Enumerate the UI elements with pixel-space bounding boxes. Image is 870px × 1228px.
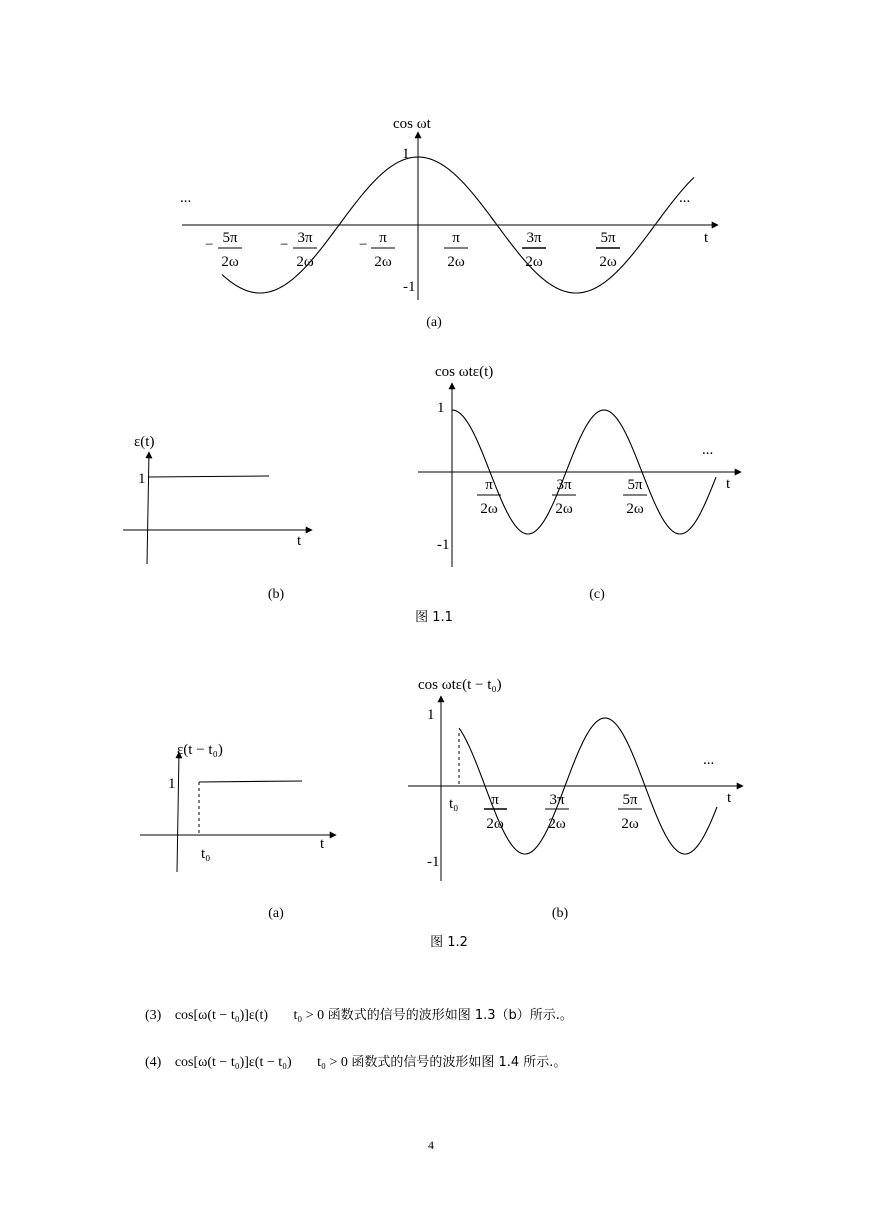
svg-text:2ω: 2ω	[555, 501, 573, 517]
svg-text:2ω: 2ω	[621, 816, 639, 832]
svg-text:5π: 5π	[622, 792, 638, 808]
paragraph-4	[145, 1051, 566, 1071]
fig2b-x-label: t	[727, 790, 732, 806]
svg-text:3π: 3π	[556, 477, 572, 493]
paragraph-3-formula: cos[ω(t − t₀)]ε(t)	[174, 1008, 269, 1023]
fig2b-y-label: cos ωtε(t − t₀)	[418, 677, 502, 693]
fig1c-caption: (c)	[589, 587, 605, 602]
fig2a-t0: t₀	[201, 846, 211, 862]
fig1a-tick-label	[596, 230, 620, 270]
fig1a-y-label: cos ωt	[393, 116, 431, 132]
svg-text:2ω: 2ω	[525, 254, 543, 270]
svg-text:5π: 5π	[627, 477, 643, 493]
fig1b-caption: (b)	[267, 587, 285, 602]
paragraph-3	[145, 1004, 573, 1024]
svg-text:2ω: 2ω	[221, 254, 239, 270]
svg-text:π: π	[491, 792, 499, 808]
figure-1-1-title: 图 1.1	[415, 610, 453, 625]
figure-1-1b	[123, 434, 312, 602]
svg-text:2ω: 2ω	[548, 816, 566, 832]
fig2b-y-bottom: -1	[427, 854, 440, 870]
fig1b-y-axis	[147, 452, 149, 564]
fig2a-x-label: t	[320, 836, 325, 852]
fig1c-tick-label	[477, 477, 501, 517]
svg-text:2ω: 2ω	[447, 254, 465, 270]
fig1b-step-line	[148, 476, 269, 477]
fig2a-caption: (a)	[268, 906, 284, 921]
svg-text:−: −	[359, 237, 368, 253]
fig1a-y-bottom: -1	[403, 279, 416, 295]
fig1c-y-bottom: -1	[437, 537, 450, 553]
figure-1-2-title: 图 1.2	[430, 935, 468, 950]
fig2b-t0: t₀	[449, 796, 459, 812]
fig1b-level: 1	[138, 471, 146, 487]
fig1c-dots: ...	[702, 442, 714, 458]
svg-text:2ω: 2ω	[626, 501, 644, 517]
fig1c-tick-label	[623, 477, 647, 517]
svg-text:3π: 3π	[549, 792, 565, 808]
svg-text:π: π	[379, 230, 387, 246]
paragraph-4-text: 函数式的信号的波形如图 1.4 所示.。	[351, 1055, 567, 1070]
fig1a-tick-label	[444, 230, 468, 270]
page-number: 4	[428, 1138, 434, 1152]
fig1b-y-label: ε(t)	[134, 434, 155, 450]
svg-text:π: π	[485, 477, 493, 493]
fig1c-x-label: t	[726, 476, 731, 492]
fig1a-y-top: 1	[402, 146, 410, 162]
fig1a-tick-label	[522, 230, 546, 270]
paragraph-3-text: 函数式的信号的波形如图 1.3（b）所示.。	[327, 1008, 573, 1023]
fig1c-y-label: cos ωtε(t)	[435, 364, 494, 380]
paragraph-3-number: (3)	[145, 1008, 162, 1023]
fig2a-y-label: ε(t − t₀)	[177, 742, 223, 758]
paragraph-3-condition: t₀ > 0	[293, 1008, 325, 1023]
svg-text:5π: 5π	[600, 230, 616, 246]
fig1a-tick-label	[280, 230, 317, 270]
svg-text:5π: 5π	[222, 230, 238, 246]
svg-text:3π: 3π	[297, 230, 313, 246]
svg-text:2ω: 2ω	[374, 254, 392, 270]
fig2b-y-top: 1	[427, 707, 435, 723]
paragraph-4-formula: cos[ω(t − t₀)]ε(t − t₀)	[174, 1055, 292, 1070]
fig1a-caption: (a)	[426, 315, 442, 330]
fig2a-level: 1	[168, 776, 176, 792]
fig1b-x-label: t	[297, 533, 302, 549]
fig1a-dots-left: ...	[180, 190, 192, 206]
fig2a-y-axis	[177, 752, 179, 872]
svg-text:2ω: 2ω	[599, 254, 617, 270]
fig2b-dots: ...	[703, 752, 715, 768]
fig2b-caption: (b)	[551, 906, 569, 921]
fig1a-x-label: t	[704, 230, 709, 246]
svg-text:−: −	[205, 237, 214, 253]
fig2b-tick-label	[618, 792, 642, 832]
figure-1-2b	[408, 677, 743, 921]
svg-text:2ω: 2ω	[486, 816, 504, 832]
fig2b-tick-label	[545, 792, 569, 832]
fig1c-y-top: 1	[437, 400, 445, 416]
svg-text:−: −	[280, 237, 289, 253]
svg-text:2ω: 2ω	[296, 254, 314, 270]
fig2a-step-line	[199, 781, 302, 782]
figure-1-1a	[180, 116, 718, 330]
figure-1-2a	[140, 742, 336, 921]
svg-text:π: π	[452, 230, 460, 246]
fig1a-tick-label	[359, 230, 395, 270]
paragraph-4-number: (4)	[145, 1055, 162, 1070]
fig1a-dots-right: ...	[679, 190, 691, 206]
fig1a-tick-label	[205, 230, 242, 270]
svg-text:3π: 3π	[526, 230, 542, 246]
paragraph-4-condition: t₀ > 0	[317, 1055, 348, 1070]
figure-1-1c	[418, 364, 741, 602]
svg-text:2ω: 2ω	[480, 501, 498, 517]
